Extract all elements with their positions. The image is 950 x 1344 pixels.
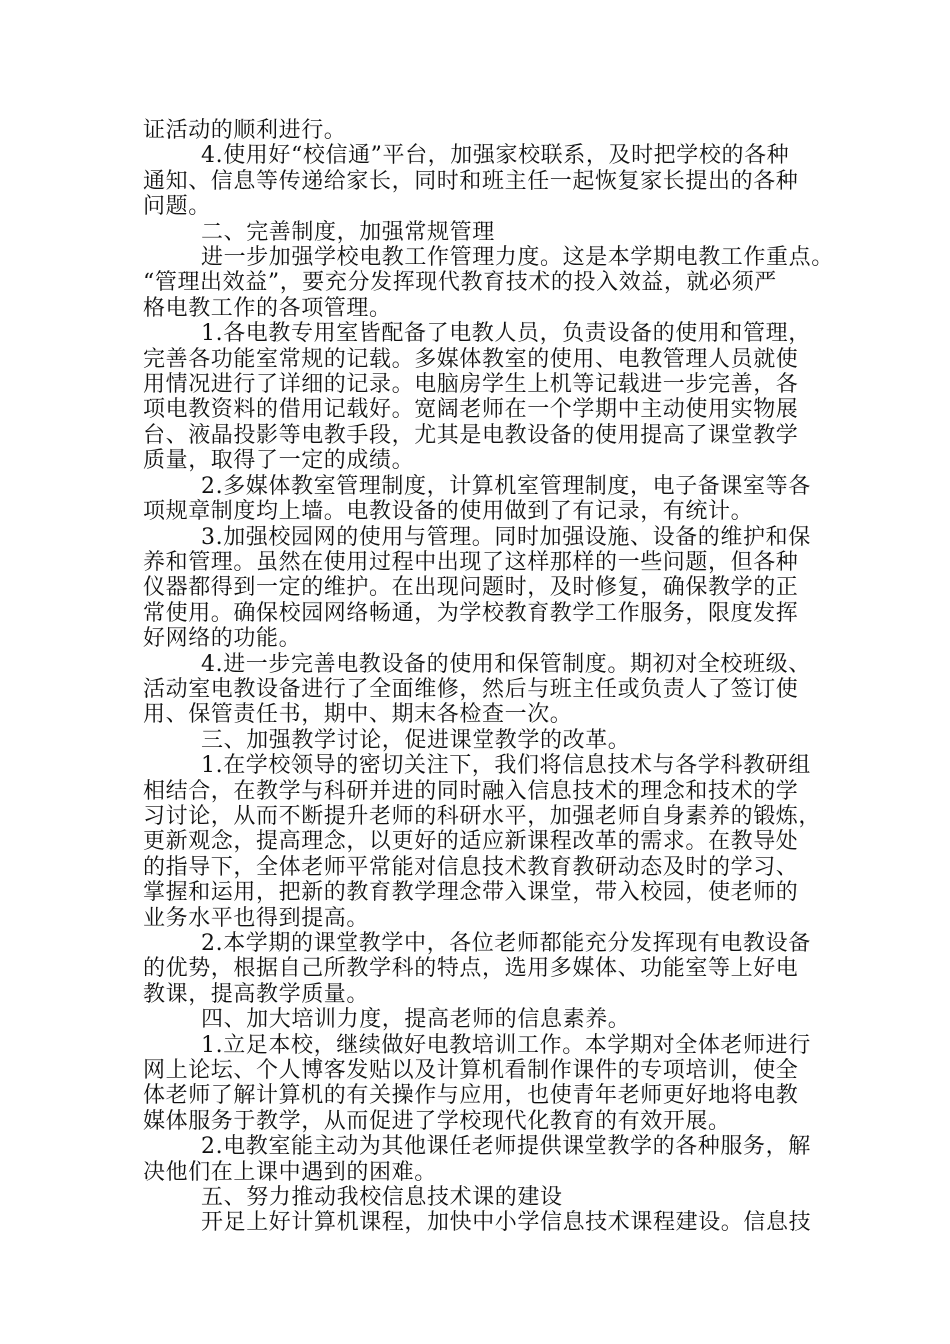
text-line: 2.电教室能主动为其他课任老师提供课堂教学的各种服务，解 (201, 1134, 811, 1160)
text-line: 用情况进行了详细的记录。电脑房学生上机等记载进一步完善，各 (143, 372, 799, 398)
section-heading: 五、努力推动我校信息技术课的建设 (201, 1185, 563, 1211)
text-line: 进一步加强学校电教工作管理力度。这是本学期电教工作重点。 (201, 245, 834, 271)
text-line: 4.使用好“校信通”平台，加强家校联系，及时把学校的各种 (201, 143, 790, 169)
section-heading: 三、加强教学讨论，促进课堂教学的改革。 (201, 727, 631, 753)
text-line: 1.各电教专用室皆配备了电教人员，负责设备的使用和管理， (201, 321, 811, 347)
text-line: 体老师了解计算机的有关操作与应用，也使青年老师更好地将电教 (143, 1083, 799, 1109)
text-line: 2.多媒体教室管理制度，计算机室管理制度，电子备课室等各 (201, 473, 811, 499)
text-line: 决他们在上课中遇到的困难。 (143, 1159, 437, 1185)
text-line: 项规章制度均上墙。电教设备的使用做到了有记录，有统计。 (143, 499, 754, 525)
text-line: 问题。 (143, 194, 211, 220)
text-line: 质量，取得了一定的成绩。 (143, 448, 415, 474)
text-line: 格电教工作的各项管理。 (143, 295, 392, 321)
text-line: 常使用。确保校园网络畅通，为学校教育教学工作服务，限度发挥 (143, 600, 799, 626)
text-line: 相结合，在教学与科研并进的同时融入信息技术的理念和技术的学 (143, 778, 799, 804)
text-line: 媒体服务于教学，从而促进了学校现代化教育的有效开展。 (143, 1108, 731, 1134)
text-line: 教课，提高教学质量。 (143, 981, 370, 1007)
text-line: 的指导下，全体老师平常能对信息技术教育教研动态及时的学习、 (143, 854, 799, 880)
text-line: 掌握和运用，把新的教育教学理念带入课堂，带入校园，使老师的 (143, 880, 799, 906)
text-line: 1.在学校领导的密切关注下，我们将信息技术与各学科教研组 (201, 753, 811, 779)
text-line: 3.加强校园网的使用与管理。同时加强设施、设备的维护和保 (201, 524, 811, 550)
text-line: 更新观念，提高理念，以更好的适应新课程改革的需求。在教导处 (143, 829, 799, 855)
text-line: 养和管理。虽然在使用过程中出现了这样那样的一些问题，但各种 (143, 549, 799, 575)
text-line: 2.本学期的课堂教学中，各位老师都能充分发挥现有电教设备 (201, 931, 811, 956)
text-line: 业务水平也得到提高。 (143, 905, 370, 931)
text-line: 好网络的功能。 (143, 626, 302, 652)
text-line: 1.立足本校，继续做好电教培训工作。本学期对全体老师进行 (201, 1032, 811, 1058)
text-line: 4.进一步完善电教设备的使用和保管制度。期初对全校班级、 (201, 651, 811, 677)
text-line: 习讨论，从而不断提升老师的科研水平，加强老师自身素养的锻炼， (143, 803, 822, 829)
text-line: 仪器都得到一定的维护。在出现问题时，及时修复，确保教学的正 (143, 575, 799, 601)
text-line: 的优势，根据自己所教学科的特点，选用多媒体、功能室等上好电 (143, 956, 799, 982)
section-heading: 四、加大培训力度，提高老师的信息素养。 (201, 1007, 631, 1033)
text-line: 开足上好计算机课程，加快中小学信息技术课程建设。信息技 (201, 1210, 812, 1236)
document-body (143, 118, 834, 1236)
text-line: 台、液晶投影等电教手段，尤其是电教设备的使用提高了课堂教学 (143, 422, 799, 448)
text-line: 项电教资料的借用记载好。宽阔老师在一个学期中主动使用实物展 (143, 397, 799, 423)
text-line: 用、保管责任书，期中、期末各检查一次。 (143, 702, 573, 728)
text-line: 活动室电教设备进行了全面维修，然后与班主任或负责人了签订使 (143, 676, 799, 702)
text-line: 通知、信息等传递给家长，同时和班主任一起恢复家长提出的各种 (143, 168, 799, 194)
text-line: 证活动的顺利进行。 (143, 118, 347, 143)
text-line: 网上论坛、个人博客发贴以及计算机看制作课件的专项培训，使全 (143, 1058, 799, 1084)
text-line: “管理出效益”，要充分发挥现代教育技术的投入效益，就必须严 (143, 270, 777, 296)
section-heading: 二、完善制度，加强常规管理 (201, 219, 495, 245)
text-line: 完善各功能室常规的记载。多媒体教室的使用、电教管理人员就使 (143, 346, 799, 372)
